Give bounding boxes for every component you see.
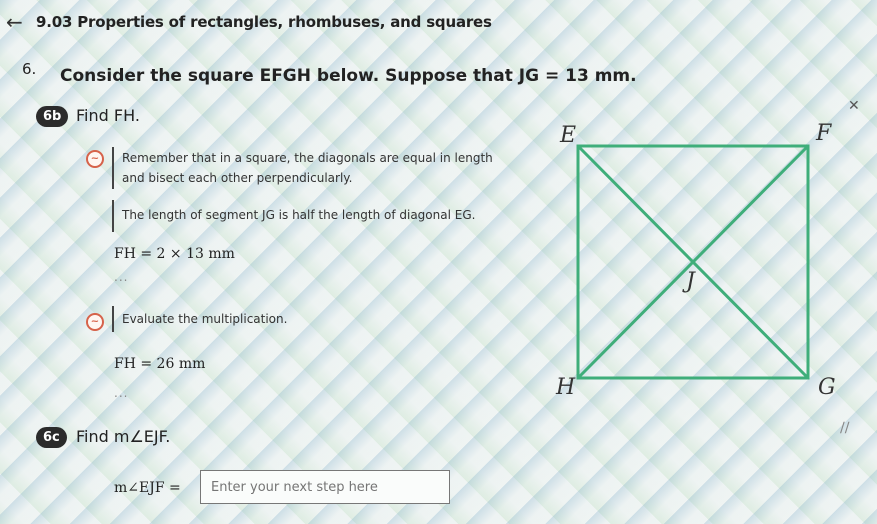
question-text: Consider the square EFGH below. Suppose that JG = 13 mm. <box>60 66 637 86</box>
more-dots[interactable]: ... <box>114 386 129 400</box>
step-divider <box>112 147 114 189</box>
arrow-left-icon[interactable]: ← <box>6 10 23 34</box>
question-number: 6. <box>22 60 37 78</box>
more-dots[interactable]: ... <box>114 270 129 284</box>
square-diagram <box>540 118 870 408</box>
label-j: J <box>686 269 695 294</box>
part-c-prompt: Find m∠EJF. <box>76 427 171 446</box>
hint-icon[interactable]: ~ <box>86 313 104 331</box>
part-badge-6c: 6c <box>36 427 67 448</box>
equation-1: FH = 2 × 13 mm <box>114 246 235 262</box>
label-f: F <box>816 121 832 146</box>
equation-2: FH = 26 mm <box>114 356 206 372</box>
close-icon[interactable]: ✕ <box>848 98 860 114</box>
step-1-text: The length of segment JG is half the length of diagonal EG. <box>122 208 476 222</box>
hint-2-text: Evaluate the multiplication. <box>122 312 288 326</box>
answer-label: m∠EJF = <box>114 480 181 496</box>
resize-icon[interactable]: ∕∕ <box>840 420 850 436</box>
hint-1-line-1: Remember that in a square, the diagonals are equal in length <box>122 151 493 165</box>
step-divider <box>112 200 114 232</box>
part-b-prompt: Find FH. <box>76 106 140 125</box>
page-title: 9.03 Properties of rectangles, rhombuses, and squares <box>36 13 492 31</box>
label-e: E <box>560 123 577 148</box>
label-h: H <box>556 375 576 400</box>
step-divider <box>112 306 114 332</box>
answer-input[interactable] <box>200 470 450 504</box>
hint-1-line-2: and bisect each other perpendicularly. <box>122 171 353 185</box>
hint-icon[interactable]: ~ <box>86 150 104 168</box>
label-g: G <box>818 375 836 400</box>
part-badge-6b: 6b <box>36 106 68 127</box>
